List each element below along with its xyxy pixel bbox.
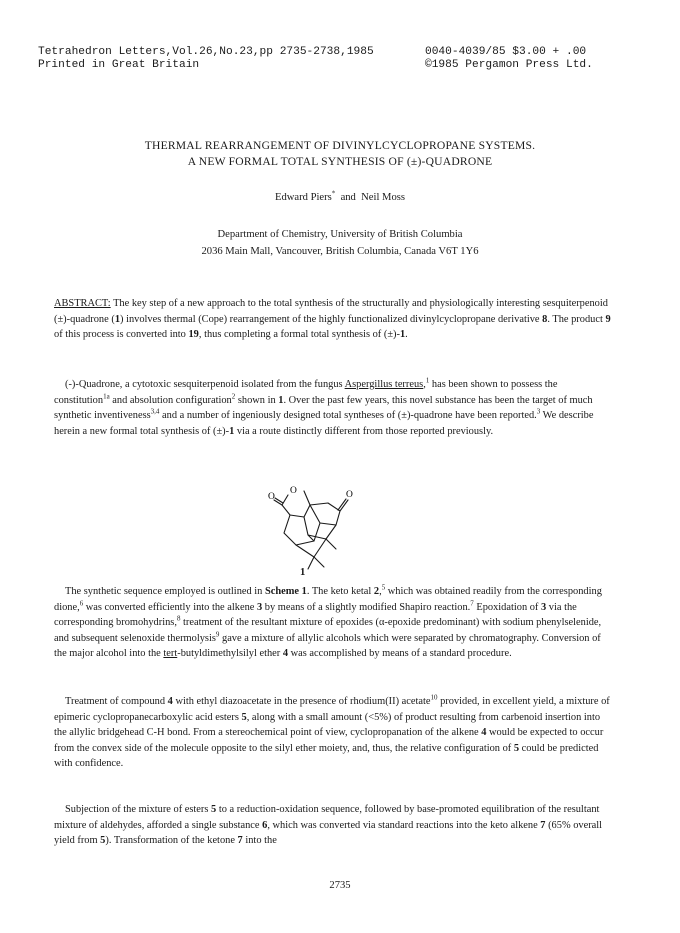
framework-bond xyxy=(304,517,314,541)
issn-price: 0040-4039/85 $3.00 + .00 xyxy=(425,46,587,58)
quadrone-structure-figure xyxy=(268,483,378,583)
framework-bond xyxy=(308,525,336,539)
page-number: 2735 xyxy=(329,880,351,891)
copyright: ©1985 Pergamon Press Ltd. xyxy=(425,59,593,71)
reduction-paragraph: Subjection of the mixture of esters 5 to a reduction-oxidation sequence, followed by base-promoted equilibration of the resultant mixture of aldehydes, afforded a single substance 6, which was converted via standard reactions into the keto alkene 7 (65% overall yield from 5). Transformation of the ketone 7 into the xyxy=(54,804,603,847)
author-piers: Edward Piers xyxy=(274,192,332,203)
framework-bond xyxy=(284,515,320,545)
compound-label: 1 xyxy=(300,567,306,578)
intro-paragraph: (-)-Quadrone, a cytotoxic sesquiterpenoid isolated from the fungus Aspergillus terreus,$^1$ has been shown to possess the constitution$^{1a}$ and absolution configuration$^2$ shown in 1. Over the past few years, this novel substance has been the target of much synthetic inventiveness$^{3,4}$ and a number of ingeniously designed total syntheses of (±)-quadrone have been reported.$^3$ We describe herein a new formal total synthesis of (±)-1 via a route distinctly different from those reported previously. xyxy=(54,376,594,437)
synthesis-paragraph: The synthetic sequence employed is outlined in Scheme 1. The keto ketal 2,$^5$ which was obtained readily from the corresponding dione,$^6$ was converted efficiently into the alkene 3 by means of a slightly modified Shapiro reaction.$^7$ Epoxidation of 3 via the corresponding bromohydrins,$^8$ treatment of the resultant mixture of epoxides (α-epoxide predominant) with sodium phenylselenide, and subsequent selenoxide thermolysis$^9$ gave a mixture of allylic alcohols which were separated by chromatography. Conversion of the major alcohol into the tert-butyldimethylsilyl ether 4 was accomplished by means of a standard procedure. xyxy=(54,583,602,660)
cyclopentanone-bond xyxy=(310,503,340,525)
author-moss: Neil Moss xyxy=(361,192,406,203)
affiliation-line1: Department of Chemistry, University of British Columbia xyxy=(217,229,463,240)
carbonyl-right-bond xyxy=(338,499,348,511)
carbonyl-oxygen-left: O xyxy=(268,492,275,502)
author-conjunction: and xyxy=(340,192,356,203)
abstract-label: ABSTRACT: xyxy=(54,298,111,309)
gem-dimethyl-bond xyxy=(308,539,336,569)
corresponding-author-mark: * xyxy=(331,189,336,198)
abstract: ABSTRACT: The key step of a new approach to the total synthesis of the structurally and physiologically interesting sesquiterpenoid (±)-quadrone (1) involves thermal (Cope) rearrangement of the highly functionalized divinylcyclopropane derivative 8. The product 9 of this process is converted into 19, thus completing a formal total synthesis of (±)-1. xyxy=(54,298,611,341)
journal-citation: Tetrahedron Letters,Vol.26,No.23,pp 2735-2738,1985 xyxy=(38,46,374,58)
cyclopropanation-paragraph: Treatment of compound 4 with ethyl diazoacetate in the presence of rhodium(II) acetate$^{10}$ provided, in excellent yield, a mixture of epimeric cyclopropanecarboxylic acid esters 5, along with a small amount (<5%) of product resulting from carbenoid insertion into the allylic bridgehead C-H bond. From a stereochemical point of view, cyclopropanation of the alkene 4 would be expected to occur from the convex side of the molecule opposite to the silyl ether moiety, and, thus, the relative configuration of 5 could be predicted with confidence. xyxy=(54,693,610,770)
article-title-line2: A NEW FORMAL TOTAL SYNTHESIS OF (±)-QUADRONE xyxy=(187,155,493,168)
carbonyl-left-bond xyxy=(274,498,283,505)
article-title-line1: THERMAL REARRANGEMENT OF DIVINYLCYCLOPROPANE SYSTEMS. xyxy=(144,139,536,152)
affiliation-line2: 2036 Main Mall, Vancouver, British Columbia, Canada V6T 1Y6 xyxy=(201,246,479,257)
organism-name: Aspergillus terreus xyxy=(344,379,424,390)
ring-oxygen: O xyxy=(290,486,297,496)
printed-in: Printed in Great Britain xyxy=(38,59,200,71)
authors xyxy=(0,189,680,203)
carbonyl-oxygen-right: O xyxy=(346,490,353,500)
